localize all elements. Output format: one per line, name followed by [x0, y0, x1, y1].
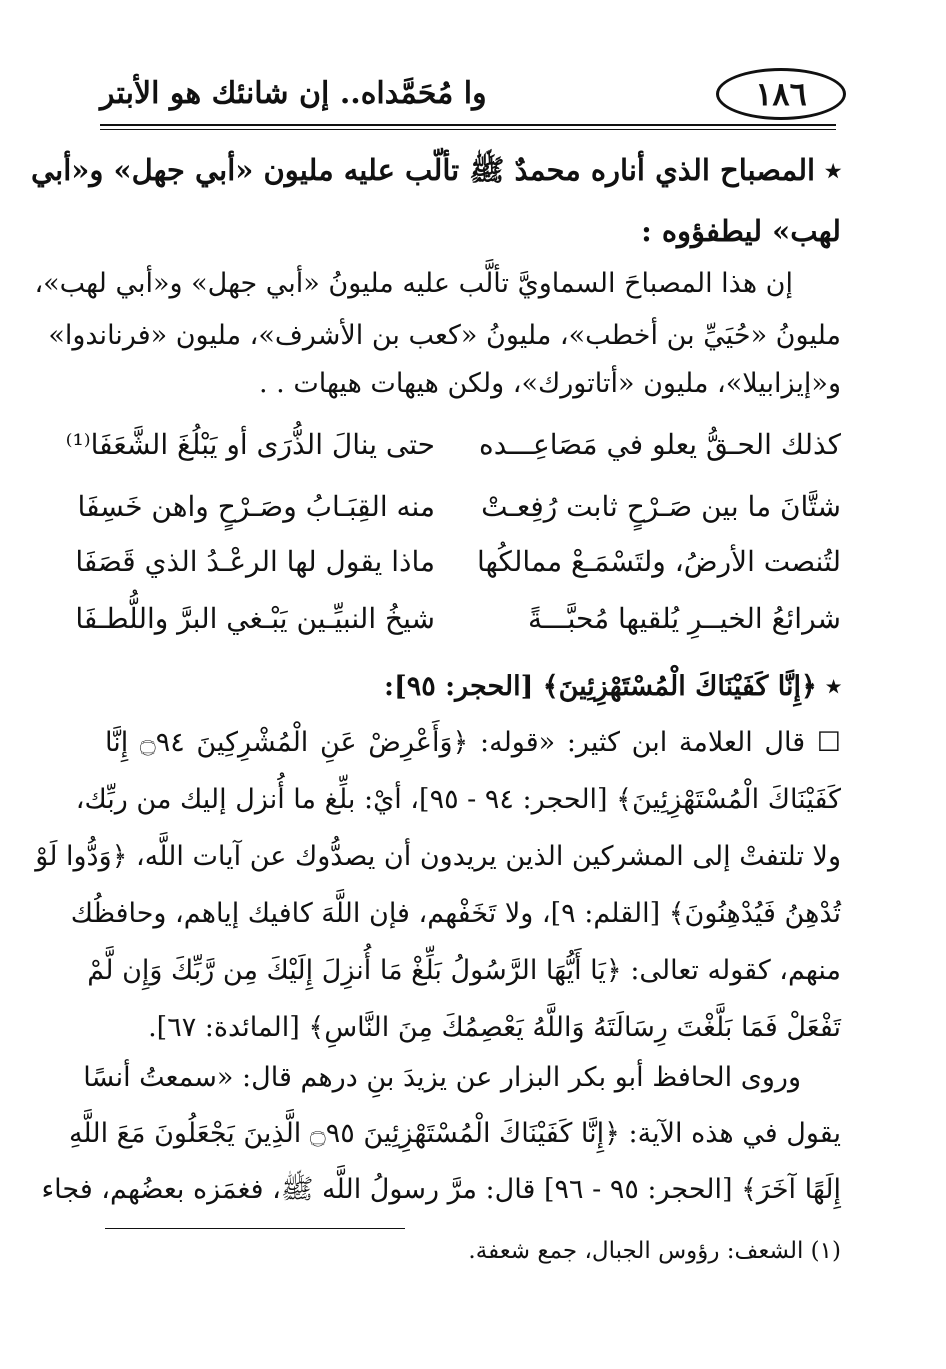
paragraph-3 — [41, 1050, 841, 1218]
running-title: وا مُحَمَّداه.. إن شانئك هو الأبتر — [100, 76, 487, 111]
verse-second-hemistich: حتى ينالَ الذُّرَى أو يَبْلُغَ الشَّعَفَا⁽¹⁾ — [65, 428, 435, 461]
poem-verse — [75, 602, 841, 662]
paragraph-line: يقول في هذه الآية: ﴿إِنَّا كَفَيْنَاكَ الْمُسْتَهْزِئِينَ ۝٩٥ الَّذِينَ يَجْعَلُونَ مَعَ اللَّهِ — [68, 1118, 841, 1149]
page-number: ١٨٦ — [716, 68, 846, 120]
poem-verse — [75, 545, 841, 605]
paragraph-line: مليونُ «حُيَيِّ بن أخطب»، مليونُ «كعب بن الأشرف»، مليون «فرناندوا» — [48, 320, 841, 351]
paragraph-line: و«إيزابيلا»، مليون «أتاتورك»، ولكن هيهات هيهات . . — [259, 368, 841, 399]
paragraph-line: كَفَيْنَاكَ الْمُسْتَهْزِئِينَ﴾ [الحجر: ٩٤ - ٩٥]، أيْ: بلِّغ ما أُنزل إليك من ربِّك، — [75, 784, 841, 815]
section-heading-1 — [30, 140, 841, 262]
paragraph-line: إن هذا المصباحَ السماويَّ تألَّب عليه مليونُ «أبي جهل» و«أبي لهب»، — [34, 268, 793, 299]
paragraph-line: منهم، كقوله تعالى: ﴿يَا أَيُّهَا الرَّسُولُ بَلِّغْ مَا أُنزِلَ إِلَيْكَ مِن رَّبِّكَ وَإِن لَّمْ — [87, 955, 841, 986]
paragraph-line: ولا تلتفتْ إلى المشركين الذين يريدون أن يصدُّوك عن آيات اللَّه، ﴿وَدُّوا لَوْ — [35, 841, 841, 872]
paragraph-line: إِلَهًا آخَرَ﴾ [الحجر: ٩٥ - ٩٦] قال: مرَّ رسولُ اللَّه ﷺ، فغمَزه بعضُهم، فجاء — [41, 1174, 841, 1205]
verse-first-hemistich: شرائعُ الخيــرِ يُلقيها مُحبَّـــةً — [527, 602, 841, 635]
paragraph-1 — [34, 258, 841, 406]
section-heading-2: ٭ ﴿إِنَّا كَفَيْنَاكَ الْمُسْتَهْزِئِينَ﴾ [الحجر: ٩٥]: — [383, 671, 841, 702]
paragraph-2 — [35, 714, 842, 1056]
verse-second-hemistich: ماذا يقول لها الرعْـدُ الذي قَصَفَا — [75, 545, 435, 578]
heading-line: ٭ المصباح الذي أناره محمدٌ ﷺ تألّب عليه مليون «أبي جهل» و«أبي — [30, 153, 841, 187]
paragraph-line: وروى الحافظ أبو بكر البزار عن يزيدَ بنِ درهم قال: «سمعتُ أنسًا — [83, 1062, 801, 1093]
verse-first-hemistich: لتُنصت الأرضُ، ولتَسْمَـعْ ممالكُها — [477, 545, 841, 578]
paragraph-line: تُدْهِنُ فَيُدْهِنُونَ﴾ [القلم: ٩]، ولا تَخَفْهم، فإن اللَّهَ كافيك إياهم، وحافظُك — [70, 898, 841, 929]
verse-second-hemistich: منه القِبَـابُ وصَـرْحٍ واهن خَسِفَا — [77, 490, 435, 523]
heading-line: لهب» ليطفؤوه : — [641, 214, 841, 248]
footnote: (١) الشعف: رؤوس الجبال، جمع شعفة. — [468, 1238, 841, 1264]
verse-second-hemistich: شيخُ النبيِّـين يَبْـغي البرَّ واللُّطـفَا — [75, 602, 435, 635]
paragraph-line: ☐ قال العلامة ابن كثير: «قوله: ﴿وَأَعْرِضْ عَنِ الْمُشْرِكِينَ ۝٩٤ إِنَّا — [105, 727, 842, 758]
verse-first-hemistich: كذلك الحـقُّ يعلو في مَصَاعِـــده — [479, 428, 841, 461]
poem-verse — [65, 428, 841, 488]
verse-first-hemistich: شتَّانَ ما بين صَـرْحٍ ثابت رُفِعـتْ — [481, 490, 841, 523]
header-rule — [100, 124, 836, 126]
poem-verse — [77, 490, 841, 550]
paragraph-line: تَفْعَلْ فَمَا بَلَّغْتَ رِسَالَتَهُ وَاللَّهُ يَعْصِمُكَ مِنَ النَّاسِ﴾ [المائدة: ٦٧]. — [148, 1012, 841, 1043]
page-header — [100, 68, 836, 128]
footnote-separator — [105, 1228, 405, 1229]
header-rule-thin — [100, 129, 836, 130]
